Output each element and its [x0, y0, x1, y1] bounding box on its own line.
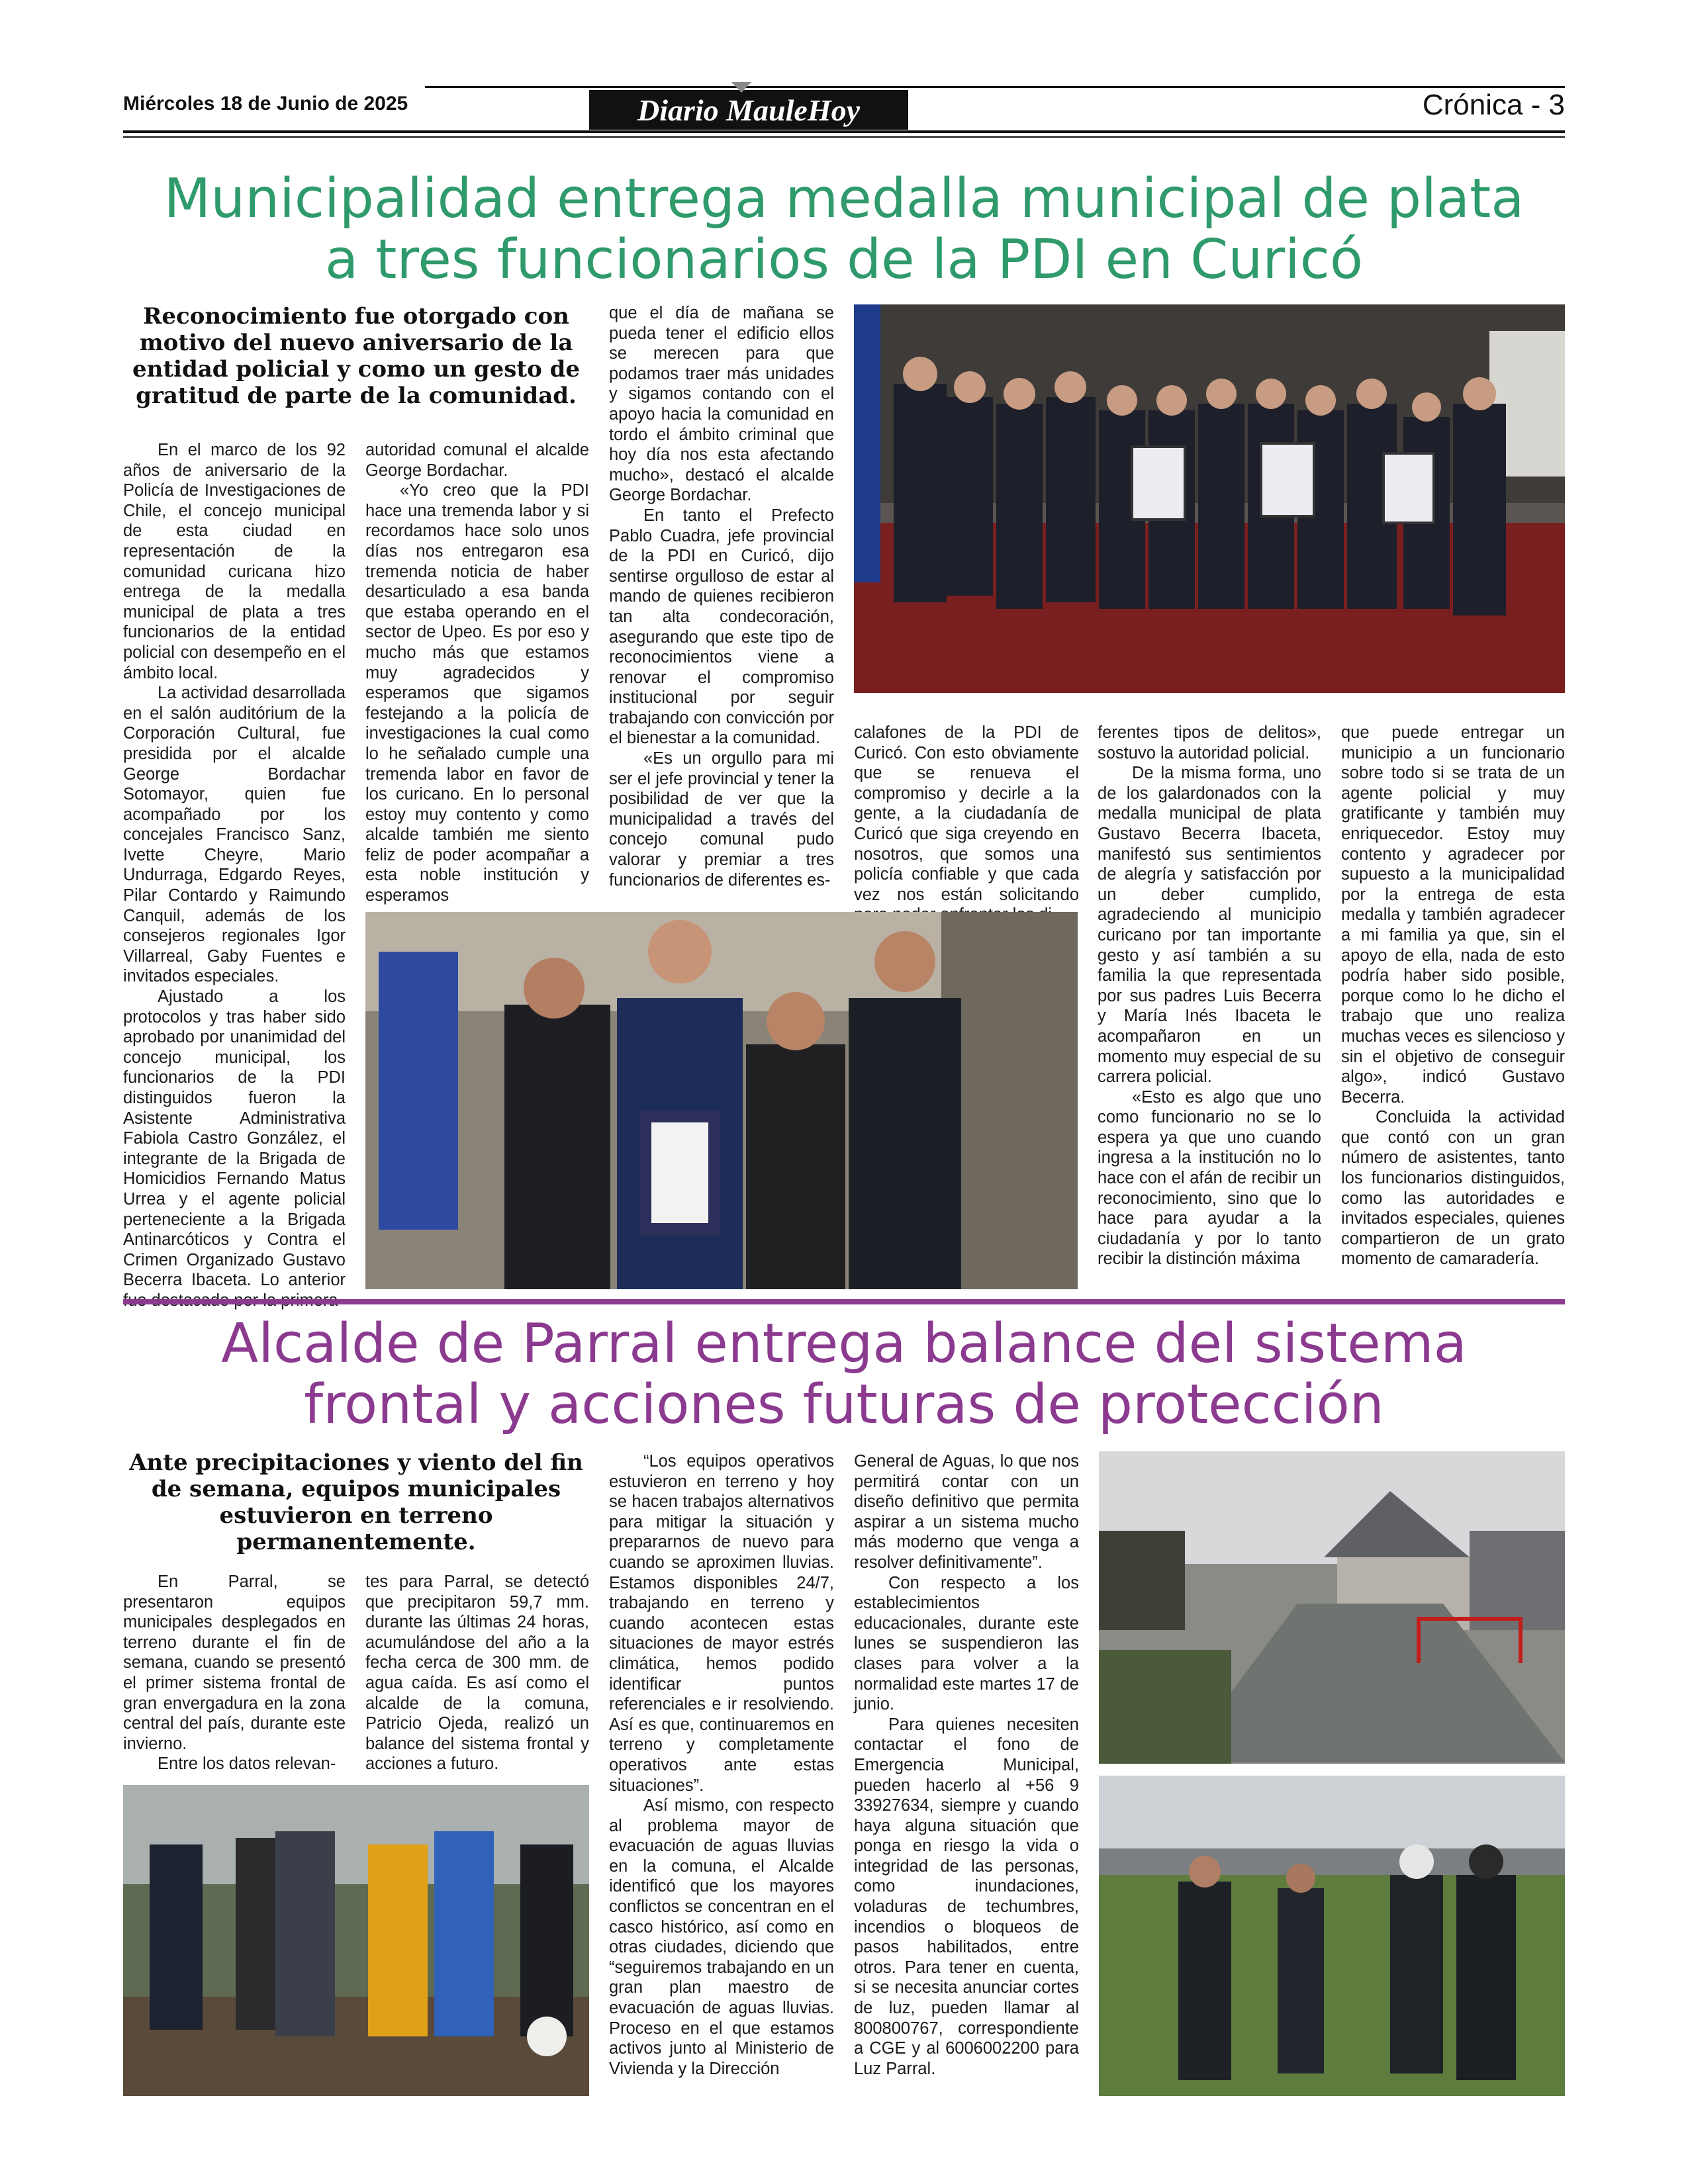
article1-column-4 [854, 723, 1079, 908]
section-label: Crónica - 3 [1422, 89, 1565, 121]
paragraph: Con respecto a los establecimientos educacionales, durante este lunes se suspendieron las clases para volver a la normalidad este martes 17 de junio. [854, 1573, 1079, 1714]
paragraph: La actividad desarrollada en el salón auditórium de la Corporación Cultural, fue presidida por el alcalde George Bordachar Sotomayor, quien fue acompañado por los concejales Francisco Sanz, Ivette Cheyre, Mario Undurraga, Edgardo Reyes, Pilar Contardo y Raimundo Canquil, además de los consejeros regionales Igor Villarreal, Gaby Fuentes e invitados especiales. [123, 684, 346, 986]
paragraph: De la misma forma, uno de los galardonados con la medalla municipal de plata Gustavo Becerra Ibaceta, manifestó sus sentimientos de alegría y satisfacción por un deber cumplido, agradeciendo al municipio curicano por tan importante gesto y así también a su familia la que representada por sus padres Luis Becerra y María Inés Ibaceta le acompañaron en un momento muy especial de su carrera policial. [1098, 764, 1321, 1087]
article1-headline-line1: Municipalidad entrega medalla municipal de plata [164, 167, 1524, 230]
honoree-family-photo [365, 912, 1078, 1289]
paragraph: tes para Parral, se detectó que precipitaron 59,7 mm. durante las últimas 24 horas, acumulándose del año a la fecha cerca de 300 mm. de agua caída. Es así como el alcalde de la comuna, Patricio Ojeda, realizó un balance del sistema frontal y acciones a futuro. [365, 1572, 589, 1774]
article2-headline [123, 1314, 1565, 1435]
paragraph: Para quienes necesiten contactar el fono de Emergencia Municipal, pueden hacerlo al +56 9 33927634, siempre y cuando haya alguna situación que ponga en riesgo la vida o integridad de las personas, como inundaciones, voladuras de techumbres, incendios o bloqueos de pasos habilitados, entre otros. Para tener en cuenta, si se necesita anunciar cortes de luz, pueden llamar al 800800767, correspondiente a CGE y al 6006002200 para Luz Parral. [854, 1715, 1079, 2078]
paragraph: Así mismo, con respecto al problema mayor de evacuación de aguas lluvias en la comuna, el Alcalde identificó que los mayores conflictos se concentran en el casco histórico, así como en otras ciudades, diciendo que “seguiremos trabajando en un gran plan maestro de evacuación de aguas lluvias. Proceso en el que estamos activos junto al Ministerio de Vivienda y la Dirección [609, 1796, 834, 2078]
section-divider [123, 1299, 1565, 1304]
article1-column-6 [1341, 723, 1565, 1272]
article1-column-3 [609, 303, 834, 907]
paragraph: En tanto el Prefecto Pablo Cuadra, jefe provincial de la PDI en Curicó, dijo sentirse orgulloso de estar al mando de quienes recibieron tan alta condecoración, asegurando que este tipo de reconocimientos viene a renovar el compromiso institucional por seguir trabajando con convicción por el bienestar a la comunidad. [609, 506, 834, 748]
officials-inspection-photo [1099, 1776, 1565, 2096]
crew-photo [123, 1785, 589, 2096]
article1-headline [123, 169, 1565, 291]
masthead-bottom-rule-thin [123, 136, 1565, 138]
paragraph: calafones de la PDI de Curicó. Con esto obviamente que se renueva el compromiso y decirle a la gente, a la ciudadanía de Curicó que siga creyendo en nosotros, que somos una policía confiable y que cada vez nos están solicitando [854, 723, 1079, 904]
paragraph: «Es un orgullo para mi ser el jefe provincial y tener la posibilidad de ver que la municipalidad a través del concejo comunal pudo valorar y premiar a tres funcionarios de diferentes es- [609, 749, 834, 889]
paragraph: que el día de mañana se pueda tener el edificio ellos se merecen para que podamos traer más unidades y sigamos contando con el apoyo hacia la comunidad en tordo el ámbito criminal que hoy día nos esta afectando mucho», destacó el alcalde George Bordachar. [609, 304, 834, 505]
article2-column-4 [854, 1451, 1079, 2107]
paragraph: que puede entregar un municipio a un funcionario sobre todo si se trata de un agente policial y muy gratificante y también muy enriquecedor. Estoy muy contento y agradecer por supuesto a la municipalidad por la entrega de esta medalla y también agradecer a mi familia ya que, sin el apoyo de ella, nada de esto podría haber sido posible, porque como lo he dicho el trabajo que uno realiza muchas veces es silencioso y sin el objetivo de conseguir algo», indicó Gustavo Becerra. [1341, 723, 1565, 1107]
paragraph: Ajustado a los protocolos y tras haber sido aprobado por unanimidad del concejo municipal, los funcionarios de la PDI distinguidos fueron la Asistente Administrativa Fabiola Castro González, el integrante de la Brigada de Homicidios Fernando Matus Urrea y el agente policial perteneciente a la Brigada Antinarcóticos y Contra el Crimen Organizado Gustavo Becerra Ibaceta. Lo anterior [123, 987, 346, 1290]
paragraph: En el marco de los 92 años de aniversario de la Policía de Investigaciones de Chile, el concejo municipal de esta ciudad en representación de la comunidad curicana hizo entrega de la medalla municipal de plata a tres funcionarios de la entidad policial con desempeño en el ámbito local. [123, 441, 346, 682]
paragraph: «Esto es algo que uno como funcionario no se lo espera ya que uno cuando ingresa a la institución no lo hace con el afán de recibir un reconocimiento, sino que lo hace para ayudar a la ciudadanía y por lo tanto recibir la distinción máxima [1098, 1087, 1321, 1269]
masthead-date: Miércoles 18 de Junio de 2025 [123, 93, 408, 114]
article1-lead: Reconocimiento fue otorgado con motivo del nuevo aniversario de la entidad policial y como un gesto de gratitud de parte de la comunidad. [132, 303, 580, 409]
article1-column-1 [123, 440, 346, 1294]
paragraph: En Parral, se presentaron equipos municipales desplegados en terreno durante el fin de semana, cuando se presentó el primer sistema frontal de gran envergadura en la zona central del país, durante este invierno. [123, 1572, 346, 1753]
article2-column-3 [609, 1451, 834, 2107]
flooded-street-photo [1099, 1451, 1565, 1764]
masthead-logo [589, 90, 908, 130]
paragraph: Entre los datos relevan- [158, 1754, 336, 1774]
article2-lead: Ante precipitaciones y viento del fin de semana, equipos municipales estuvieron en terreno permanentemente. [129, 1449, 583, 1555]
paper-name: Diario MauleHoy [637, 93, 861, 127]
group-ceremony-photo [854, 304, 1565, 693]
paragraph: ferentes tipos de delitos», sostuvo la autoridad policial. [1098, 723, 1321, 762]
article2-column-2 [365, 1572, 589, 1777]
article1-column-5 [1098, 723, 1321, 1272]
paragraph: Concluida la actividad que contó con un gran número de asistentes, tanto los funcionarios distinguidos, como las autoridades e invitados especiales, quienes compartieron de un grato momento de camaradería. [1341, 1108, 1565, 1269]
article1-column-2 [365, 440, 589, 907]
article2-column-1 [123, 1572, 346, 1777]
paragraph: autoridad comunal el alcalde George Bordachar. [365, 441, 589, 480]
paragraph: General de Aguas, lo que nos permitirá contar con un diseño definitivo que permita aspirar a un sistema mucho más moderno que venga a resolver definitivamente”. [854, 1452, 1079, 1572]
masthead-bottom-rule [123, 130, 1565, 133]
article2-headline-line1: Alcalde de Parral entrega balance del sistema [221, 1312, 1467, 1375]
masthead-top-rule [425, 86, 1565, 88]
article1-headline-line2: a tres funcionarios de la PDI en Curicó [324, 228, 1364, 291]
paragraph: «Yo creo que la PDI hace una tremenda labor y si recordamos hace solo unos días nos entregaron esa tremenda noticia de haber desarticulado a esa banda que estaba operando en el sector de Upeo. Es por eso y mucho más que estamos muy agradecidos y esperamos que sigamos festejando a la policía de investigaciones la cual como lo he señalado cumple una tremenda labor en favor de los curicano. En lo personal estoy muy contento y como alcalde también me siento feliz de poder acompañar a esta noble institución y esperamos [365, 481, 589, 905]
paragraph: “Los equipos operativos estuvieron en terreno y hoy se hacen trabajos alternativos para mitigar la situación y prepararnos de nuevo para cuando se aproximen lluvias. Estamos disponibles 24/7, trabajando en terreno y cuando acontecen estas situaciones de mayor estrés climática, hemos podido identificar puntos referenciales e ir resolviendo. Así es que, continuaremos en terreno y completamente operativos ante estas situaciones”. [609, 1452, 834, 1795]
article2-headline-line2: frontal y acciones futuras de protección [304, 1373, 1384, 1436]
